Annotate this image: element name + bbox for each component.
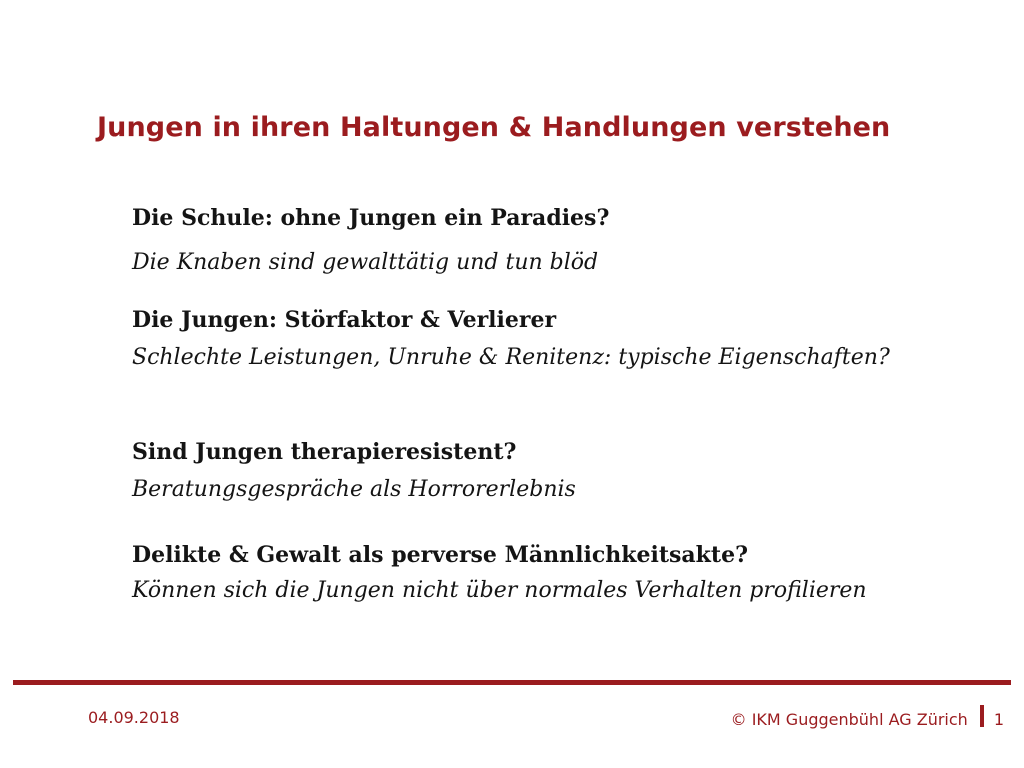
section-heading: Sind Jungen therapieresistent?	[132, 439, 517, 465]
page-number: 1	[993, 710, 1004, 729]
section-heading: Delikte & Gewalt als perverse Männlichkeitsakte?	[132, 542, 748, 568]
slide-title: Jungen in ihren Haltungen & Handlungen verstehen	[97, 112, 891, 143]
section-heading: Die Jungen: Störfaktor & Verlierer	[132, 307, 557, 333]
section-text: Können sich die Jungen nicht über normales Verhalten profilieren	[132, 578, 867, 603]
section-text: Beratungsgespräche als Horrorerlebnis	[132, 477, 576, 502]
footer-separator	[980, 705, 984, 727]
section-heading: Die Schule: ohne Jungen ein Paradies?	[132, 205, 610, 231]
section-text: Schlechte Leistungen, Unruhe & Renitenz: typische Eigenschaften?	[132, 345, 890, 370]
slide-footer	[731, 702, 1004, 729]
section-text: Die Knaben sind gewalttätig und tun blöd	[132, 250, 599, 275]
copyright-text: © IKM Guggenbühl AG Zürich	[730, 710, 968, 729]
slide-date: 04.09.2018	[88, 708, 180, 727]
footer-divider	[13, 680, 1011, 685]
